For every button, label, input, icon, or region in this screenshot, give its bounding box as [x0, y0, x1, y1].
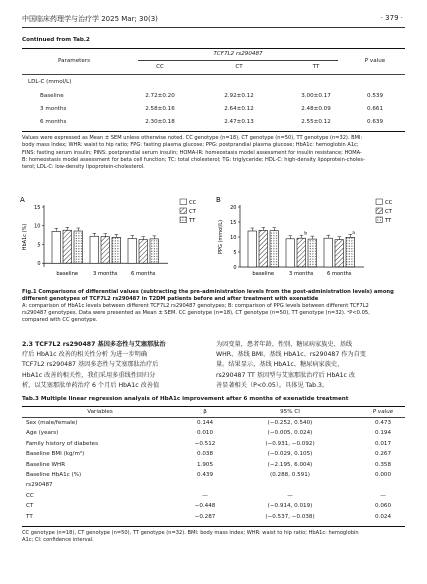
- x-tick-label: 3 months: [289, 271, 314, 277]
- col-pvalue: P value: [364, 58, 386, 64]
- cell-ci: (−0.914, 0.019): [267, 503, 313, 510]
- table-top-rule: [22, 48, 405, 49]
- table3-row-label: Family history of diabetes: [26, 440, 99, 447]
- section-heading: 2.3 TCF7L2 rs290487 基因多态性与艾塞那肽治: [22, 341, 166, 348]
- significance-mark: a: [352, 230, 356, 236]
- col-ci: 95% CI: [280, 409, 300, 415]
- y-tick-label: 5: [233, 249, 237, 256]
- table-note: [22, 135, 406, 171]
- table3-row-label: TT: [26, 513, 33, 520]
- bar-tt: [74, 231, 83, 263]
- cell-p: 0.017: [374, 440, 392, 447]
- cell-p: 0.473: [374, 420, 392, 426]
- cell-ci: (−0.005, 0.024): [267, 430, 313, 437]
- section-label: LDL-C (mmol/L): [28, 79, 72, 85]
- section-left-column: [22, 340, 212, 391]
- figure-1: [18, 193, 410, 285]
- table-bottom-rule: [22, 131, 405, 132]
- x-tick-label: 3 months: [93, 271, 118, 277]
- cell-cc: 2.58±0.16: [145, 106, 175, 112]
- cell-p: 0.639: [366, 119, 384, 125]
- body-line: 为因变量，患者年龄、性别、糖尿病家族史、基线: [216, 341, 353, 348]
- legend-label: CT: [189, 208, 196, 215]
- table-note-line: body mass index; WHR: waist to hip ratio; FPG: fasting plasma glucose; PPG: postprandial plasma glucose; HbA1c: hemoglobin A1c;: [22, 142, 359, 149]
- header-bottom-rule: [22, 74, 405, 75]
- y-tick-label: 0: [37, 261, 41, 268]
- table3-note-line: A1c; CI: confidence interval.: [22, 537, 94, 544]
- cell-ct: 2.64±0.12: [224, 106, 254, 112]
- row-label: 3 months: [40, 106, 67, 112]
- figure-caption-line: compared with CC genotype.: [22, 317, 98, 324]
- cell-ci: (0.288, 0.591): [270, 472, 310, 478]
- bar-ct: [63, 230, 72, 263]
- cell-p: 0.267: [374, 451, 392, 458]
- table3-row-label: CC: [26, 492, 34, 499]
- y-tick-label: 10: [230, 234, 237, 241]
- table-note-line: terol; LDL-C: low-density lipoprotein-cholesterol.: [22, 164, 145, 171]
- x-tick-label: baseline: [56, 271, 79, 277]
- col-ct: CT: [235, 64, 243, 70]
- cell-ci: (−2.195, 6.004): [267, 461, 313, 468]
- table3-note-line: CC genotype (n=18), CT genotype (n=50), TT genotype (n=32). BMI: body mass index; WHR: waist to hip ratio; HbA1c: hemoglobin: [22, 530, 359, 536]
- cell-beta: 1.905: [196, 461, 214, 468]
- table3-row-label: CT: [26, 503, 34, 510]
- legend-label: CC: [189, 199, 197, 206]
- table3-row-label: Sex (male/female): [26, 420, 78, 426]
- legend-swatch: [180, 208, 187, 214]
- body-line: 疗后 HbA1c 改善的相关性分析 为进一步明确: [22, 351, 148, 359]
- table3-top-rule: [22, 406, 405, 407]
- bar-tt: [308, 239, 317, 267]
- cell-p: 0.539: [366, 93, 384, 99]
- table3-title: Tab.3 Multiple linear regression analysis of HbA1c improvement after 6 months of exenatide treatment: [22, 396, 349, 402]
- cell-p: 0.060: [374, 503, 392, 510]
- body-line: WHR、基线 BMI、基线 HbA1c、rs290487 作为自变: [216, 351, 366, 359]
- cell-beta: −0.512: [194, 440, 216, 447]
- cell-tt: 3.00±0.17: [301, 93, 331, 99]
- col-variables: Variables: [87, 409, 113, 415]
- cell-p: 0.024: [374, 513, 392, 520]
- table3-row-label: Baseline WHR: [26, 461, 66, 468]
- y-tick-label: 20: [230, 204, 237, 211]
- cell-beta: 0.144: [196, 420, 214, 426]
- cell-tt: 2.48±0.09: [301, 106, 331, 112]
- col-beta: β: [203, 409, 207, 415]
- cell-ci: (−0.029, 0.105): [267, 451, 313, 458]
- table3-bottom-rule: [22, 526, 405, 527]
- body-line: 量。结果显示，基线 HbA1c、糖尿病家族史、: [216, 361, 344, 369]
- cell-beta: 0.010: [196, 430, 214, 437]
- table3-header-rule: [22, 417, 405, 418]
- body-line: TCF7L2 rs290487 基因多态性与艾塞那肽治疗后: [22, 361, 159, 369]
- table3-row-label: Baseline BMI (kg/m²): [26, 451, 85, 458]
- row-label: 6 months: [40, 119, 67, 125]
- panel-b: [216, 196, 393, 277]
- y-tick-label: 0: [233, 264, 237, 271]
- col-pvalue: P value: [372, 409, 394, 415]
- bar-tt: [150, 239, 159, 263]
- bar-cc: [324, 238, 333, 267]
- legend-swatch: [180, 199, 187, 205]
- cell-ct: 2.47±0.13: [224, 119, 254, 125]
- cell-beta: 0.038: [196, 451, 214, 458]
- x-tick-label: 6 months: [131, 271, 156, 277]
- y-tick-label: 10: [34, 223, 41, 230]
- legend-swatch: [376, 208, 383, 214]
- legend-swatch: [376, 217, 383, 223]
- cell-p: 0.000: [374, 472, 392, 478]
- significance-mark: b: [304, 231, 308, 237]
- group-underline: [138, 60, 338, 61]
- page-number: · 379 ·: [380, 14, 403, 22]
- cell-cc: 2.72±0.20: [145, 93, 175, 99]
- table-note-line: Values were expressed as Mean ± SEM unless otherwise noted. CC genotype (n=18), CT genotype (n=50), TT genotype (n=32). BMI:: [22, 135, 363, 141]
- col-group-header: TCF7L2 rs290487: [213, 51, 263, 57]
- cell-p: 0.661: [366, 106, 384, 112]
- bar-ct: [335, 240, 344, 267]
- panel-a: [20, 196, 197, 277]
- cell-p: —: [380, 492, 386, 499]
- y-axis-label: PPG (mmol/L): [218, 219, 224, 255]
- panel-letter: B: [216, 196, 221, 204]
- cell-p: 0.358: [374, 461, 392, 468]
- table-continued-label: Continued from Tab.2: [22, 37, 90, 43]
- bar-cc: [248, 231, 257, 267]
- figure-caption: [22, 289, 406, 324]
- figure-caption-line: A: comparison of HbA1c levels between different TCF7L2 rs290487 genotypes; B: comparison of PPG levels between different TCF7L2: [22, 303, 369, 310]
- col-parameters: Parameters: [58, 58, 91, 64]
- cell-ci: (−0.537, −0.038): [265, 513, 315, 520]
- bar-tt: [112, 237, 121, 263]
- cell-beta: —: [202, 492, 208, 499]
- table-note-line: B: homeostasis model assessment for beta cell function; TC: total cholesterol; TG: triglyceride; HDL-C: high-density lipoprotein-choles-: [22, 156, 365, 163]
- figure-caption-title: Fig.1 Comparisons of differential values (subtracting the pre-administration levels from the post-administration levels) among different genotypes of TCF7L2 rs290487 in T2DM patients before and after treatment with exenatide: [22, 289, 394, 303]
- body-line: rs290487 TT 基因型与艾塞那肽治疗后 HbA1c 改: [216, 371, 356, 379]
- legend-label: TT: [385, 217, 392, 224]
- y-tick-label: 5: [37, 242, 41, 249]
- cell-beta: −0.448: [194, 503, 216, 510]
- cell-ci: (−0.931, −0.092): [265, 440, 315, 447]
- col-cc: CC: [156, 64, 164, 70]
- legend-swatch: [180, 217, 187, 223]
- cell-beta: 0.439: [196, 472, 214, 478]
- table3-row-label: rs290487: [26, 482, 53, 489]
- cell-cc: 2.30±0.18: [145, 119, 175, 125]
- bar-ct: [259, 230, 268, 267]
- legend-label: TT: [189, 217, 196, 224]
- cell-ci: (−0.252, 0.540): [267, 420, 313, 426]
- panel-letter: A: [20, 196, 25, 204]
- header-rule: [22, 27, 405, 28]
- journal-header: 中国临床药理学与治疗学 2025 Mar; 30(3): [22, 15, 158, 23]
- bar-cc: [52, 231, 61, 263]
- body-line: HbA1c 改善的相关性，我们采用多重线性回归分: [22, 371, 156, 379]
- figure-caption-line: rs290487 genotypes. Data were presented as Mean ± SEM. CC genotype (n=18), CT genotype (n=50), TT genotype (n=32). ᵃP<0.05,: [22, 310, 370, 317]
- body-line: 析，以艾塞那肽单药治疗 6 个月后 HbA1c 改善值: [22, 381, 160, 389]
- col-tt: TT: [312, 64, 320, 70]
- cell-p: 0.194: [374, 430, 392, 437]
- bar-ct: [101, 237, 110, 264]
- y-tick-label: 15: [34, 204, 41, 211]
- table3-row-label: Age (years): [26, 430, 59, 437]
- y-axis-label: HbA1c (%): [22, 223, 28, 251]
- row-label: Baseline: [40, 93, 64, 99]
- x-tick-label: baseline: [252, 271, 275, 277]
- section-right-column: [216, 340, 408, 391]
- bar-cc: [128, 239, 137, 264]
- body-line: 善显著相关（P<0.05）。具体见 Tab.3。: [216, 381, 329, 389]
- y-tick-label: 15: [230, 219, 237, 226]
- x-tick-label: 6 months: [327, 271, 352, 277]
- cell-ct: 2.92±0.12: [224, 93, 254, 99]
- bar-ct: [297, 238, 306, 267]
- bar-cc: [90, 236, 99, 263]
- legend-label: CC: [385, 199, 393, 206]
- bar-ct: [139, 240, 148, 264]
- cell-tt: 2.55±0.12: [301, 119, 331, 125]
- table3-row-label: Baseline HbA1c (%): [26, 472, 82, 478]
- bar-tt: [346, 237, 355, 267]
- bar-tt: [270, 231, 279, 267]
- legend-label: CT: [385, 208, 392, 215]
- cell-beta: −0.287: [194, 513, 216, 520]
- bar-cc: [286, 239, 295, 267]
- cell-ci: —: [287, 492, 293, 499]
- table-note-line: FINS: fasting serum insulin; PINS: postprandial serum insulin; HOMA-IR: homeostasis model assessment for insulin resistance; HOMA-: [22, 149, 362, 156]
- table3-note: [22, 530, 406, 545]
- legend-swatch: [376, 199, 383, 205]
